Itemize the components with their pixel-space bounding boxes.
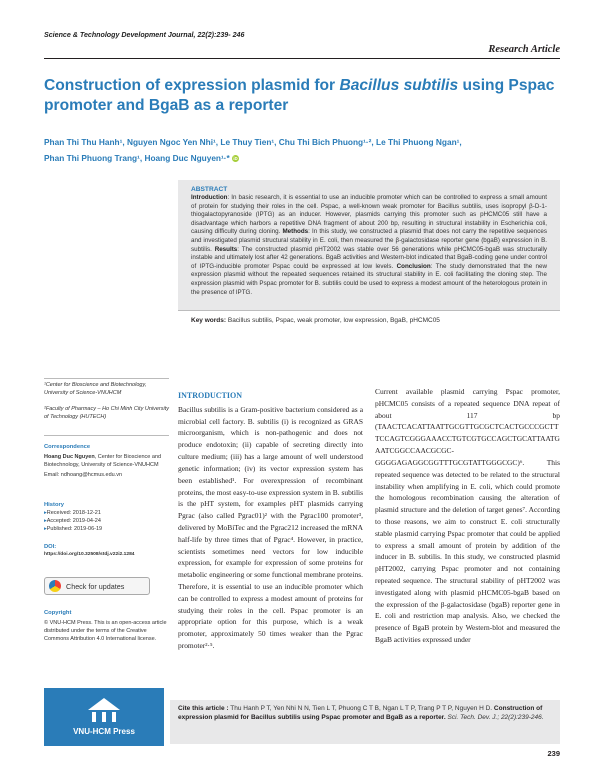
sidebar-divider (44, 378, 169, 379)
citation-source: Sci. Tech. Dev. J.; 22(2):239-246. (445, 714, 544, 721)
body-column-2 (375, 386, 560, 646)
abstract-results: : The constructed plasmid pHT2002 was stable over 56 generations while pHCMC05-bgaB was structurally instable and ultimately lost after 42 generations. BgaB activities and Western-blot indicated that BgaB-coding gene under control of IPTG-inducible promoter Pspac could be expressed at low levels. (191, 245, 547, 270)
correspondent-email[interactable]: Email: ndhoang@hcmus.edu.vn (44, 472, 123, 478)
authors-line1: Phan Thi Thu Hanh¹, Nguyen Ngoc Yen Nhi¹, Le Thuy Tien¹, Chu Thi Bich Phuong¹·², Le Thi Phuong Ngan¹, (44, 137, 462, 147)
abstract-panel (178, 180, 560, 310)
page-number: 239 (547, 749, 560, 758)
svg-text:iD: iD (233, 156, 238, 162)
sidebar-divider (44, 435, 169, 436)
correspondent-affiliation: , Center for Bioscience and Biotechnology, University of Science-VNUHCM (44, 454, 162, 468)
publisher-name: VNU-HCM Press (73, 727, 135, 736)
abstract-heading: ABSTRACT (191, 186, 228, 193)
citation-title: Construction of expression plasmid for Bacillus subtilis using Pspac promoter and BgaB as a reporter. (178, 705, 543, 721)
correspondence-heading: Correspondence (44, 444, 91, 450)
history-received: ▸ Received: 2018-12-21 (44, 509, 169, 517)
correspondence-block (44, 443, 169, 479)
abstract-conclusion: : The study demonstrated that the new expression plasmid without the repeated sequences retained its structural stability in E. coli facilitating the cloning step. The expression plasmid with Pspac promoter for B. subtilis could be used to express a modest amount of the heterologous protein in the presence of IPTG. (191, 262, 547, 296)
authors-line2 (44, 150, 564, 166)
citation-box (170, 700, 560, 744)
keywords-text: Bacillus subtilis, Pspac, weak promoter, low expression, BgaB, pHCMC05 (227, 317, 440, 324)
publisher-logo (44, 688, 164, 746)
keywords-panel (178, 310, 560, 337)
history-accepted: ▸ Accepted: 2019-04-24 (44, 517, 169, 525)
check-for-updates-label: Check for updates (66, 581, 125, 591)
abstract-results-label: Results (214, 245, 238, 253)
authors-line2-text: Phan Thi Phuong Trang¹, Hoang Duc Nguyen¹·* (44, 153, 230, 163)
check-for-updates-button[interactable] (44, 577, 150, 595)
doi-link[interactable]: https://doi.org/10.32508/stdj.v22i2.1284 (44, 552, 135, 557)
author-list (44, 134, 564, 166)
body-paragraph-2: Current available plasmid carrying Pspac promoter, pHCMC05 consists of a repeated sequence DNA repeat of about 117 bp (TAACTCACATTAATTGCGTTGCGCTCACTGCCCGCTTTCCAGTCGGGAAACCTGTCGTGCCAGCTGCATTAATGAATCGGCCAACGCGC-GGGGAGAGGCGGTTTGCGTATTGGGCGC)⁶. This repeated sequence was detected to be related to the structural instability when amplifying in E. coli, which could promote the homologous recombination causing the alteration of plasmid structure and the deletion of target genes⁷. According to those reasons, we aim to construct E. coli structurally stable plasmid carrying Pspac promoter that could be applied to express a small amount of protein by addition of the inducer in B. subtilis. In this study, we constructed plasmid pHT2002, carrying Pspac promoter and not containing repeated sequence. The structural stability of pHT2002 was investigated along with plasmid pHCMC05-bgaB based on the expression of the β-galactosidase (bgaB) reporter gene in E. coli and restriction map analysis. Also, we checked the presence of BgaB protein by Western-blot and measured the BgaB activities expressed under (375, 387, 560, 645)
abstract-intro-label: Introduction (191, 194, 228, 201)
doi-block (44, 543, 169, 559)
history-list (44, 509, 169, 533)
abstract-methods-label: Methods (282, 228, 309, 236)
citation-authors: Thu Hanh P T, Yen Nhi N N, Tien L T, Phuong C T B, Ngan L T P, Trang P T P, Nguyen H D. (228, 705, 493, 712)
abstract-methods: : In this study, we constructed a plasmid that does not carry the repetitive sequences and investigated plasmid structural stability in E. coli, then measured the β-galactosidase reporter gene (bgaB) expression in B. subtilis. (191, 228, 547, 253)
article-title (44, 76, 556, 116)
affiliation-1 (44, 381, 169, 397)
journal-header: Science & Technology Development Journal, 22(2):239- 246 (44, 31, 245, 39)
orcid-icon[interactable] (232, 155, 239, 162)
affiliation-1-text: ¹Center for Bioscience and Biotechnology, University of Science-VNUHCM (44, 382, 147, 396)
abstract-conclusion-label: Conclusion (396, 262, 431, 270)
press-logo-icon (84, 694, 124, 726)
crossmark-icon (49, 580, 61, 592)
abstract-intro: : In basic research, it is essential to use an inducible promoter which can be controlled to express a small amount of protein for studying their roles in the cell. Pspac, a well-known weak promoter for Bacillus subtilis, uses isopropyl β-D-1-thiogalactopyranoside (IPTG) as an inducer. However, plasmids carrying this promoter such as pHCMC05 still have a disadvantage which harbors a repetitive DNA fragment of about 200 bp, resulting in structural instability in Escherichia coli, causing difficulty during cloning. (191, 194, 547, 236)
history-heading: History (44, 502, 64, 508)
abstract-body (191, 194, 547, 297)
citation-label: Cite this article : (178, 705, 229, 712)
body-column-1 (178, 390, 363, 652)
affiliation-2 (44, 405, 169, 421)
header-rule (44, 58, 560, 59)
copyright-block (44, 609, 169, 643)
introduction-heading: INTRODUCTION (178, 391, 243, 400)
title-part1: Construction of expression plasmid for (44, 77, 340, 94)
correspondent-name: Hoang Duc Nguyen (44, 454, 95, 460)
history-published: ▸ Published: 2019-06-19 (44, 525, 169, 533)
history-block (44, 501, 169, 533)
keywords-label: Key words: (191, 317, 227, 324)
copyright-heading: Copyright (44, 610, 72, 616)
copyright-text: © VNU-HCM Press. This is an open-access article distributed under the terms of the Creative Commons Attribution 4.0 International license. (44, 620, 167, 642)
article-type: Research Article (488, 44, 560, 55)
title-species: Bacillus subtilis (339, 77, 459, 94)
affiliation-2-text: ²Faculty of Pharmacy – Ho Chi Minh City University of Technology (HUTECH) (44, 406, 170, 420)
doi-label: DOI: (44, 544, 57, 550)
title-part2: using Pspac promoter and BgaB as a reporter (44, 77, 555, 114)
body-paragraph-1: Bacillus subtilis is a Gram-positive bacterium considered as a microbial cell factory. B. subtilis (i) is recognized as GRAS microorganism, which is non-pathogenic and does not produce endotoxin; (ii) capable of secreting directly into culture medium; (iii) has a large amount of well understood genetic information; (iv) its vector expression system has been established¹. For overexpression of recombinant proteins, the most easy-to-use expression system in B. subtilis is the pHT system, for examples pHT plasmids carrying Pgrac (also called Pgrac01)² with the Pgrac100 promoter³, delivered by MoBiTec and the Pgrac212 increased the mRNA half-life by three times that of Pgrac⁴. However, in practice, scientists sometimes need vectors for low inducible expression, for example for expression of some proteins for metabolic engineering or some functional membrane proteins. Therefore, it is essential to use an inducible promoter which can be controlled to express a modest amount of proteins for studying their roles in the cell. Pspac promoter is an appropriate option for this purpose, which is a weak promoter, approximately 50 times weaker than the Pgrac promoter²·⁵. (178, 404, 363, 651)
